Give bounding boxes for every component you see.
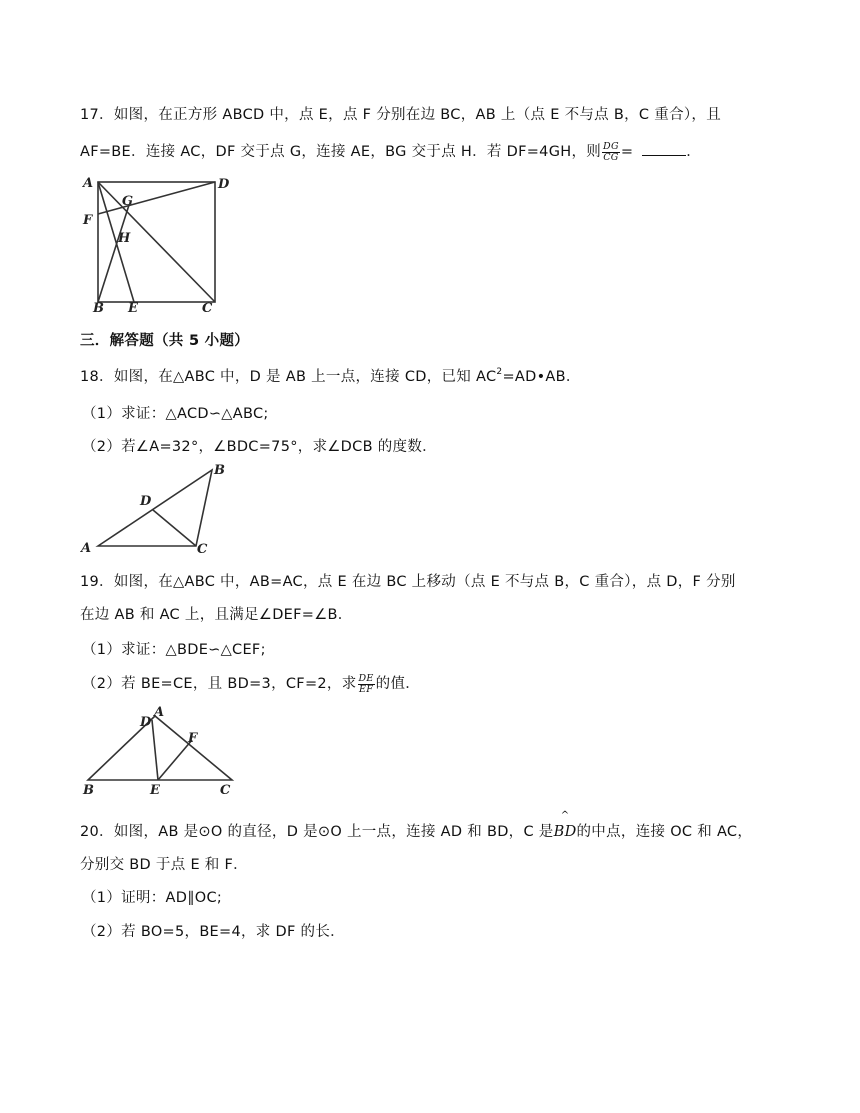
q18-line1-text: 18．如图，在△ABC 中，D 是 AB 上一点，连接 CD，已知 AC xyxy=(80,369,497,385)
label-b: B xyxy=(214,463,225,478)
label-g: G xyxy=(122,194,134,209)
q19-triangle-figure xyxy=(78,702,248,800)
label-c: C xyxy=(220,783,231,798)
q17-line2-text: AF=BE．连接 AC，DF 交于点 G，连接 AE，BG 交于点 H．若 DF=4GH，则 xyxy=(80,144,602,160)
q18-part2: （2）若∠A=32°，∠BDC=75°，求∠DCB 的度数． xyxy=(82,439,437,455)
label-a: A xyxy=(154,705,165,720)
q17-fraction-numerator: DG xyxy=(603,140,619,152)
label-a: A xyxy=(83,176,94,191)
q17-line2 xyxy=(80,140,701,163)
label-f: F xyxy=(83,213,93,228)
q17-period: ． xyxy=(686,144,702,160)
q20-line1 xyxy=(80,810,753,841)
label-f: F xyxy=(188,731,198,746)
q19-part2-end: 的值． xyxy=(375,676,421,692)
q18-part1: （1）求证：△ACD∽△ABC; xyxy=(82,406,269,422)
q18-line1 xyxy=(80,365,581,386)
segment-bg xyxy=(98,205,129,302)
label-b: B xyxy=(83,783,94,798)
q19-fraction xyxy=(358,674,375,695)
q20-line1-text: 20．如图，AB 是⊙O 的直径，D 是⊙O 上一点，连接 AD 和 BD，C 是 xyxy=(80,824,554,840)
q17-square-figure xyxy=(78,172,238,314)
q19-line1: 19．如图，在△ABC 中，AB=AC，点 E 在边 BC 上移动（点 E 不与点 B，C 重合），点 D，F 分别 xyxy=(80,574,736,590)
q19-fraction-numerator: DE xyxy=(358,672,374,684)
q18-line1-end: =AD•AB． xyxy=(502,369,581,385)
q17-fraction-denominator: CG xyxy=(603,151,619,163)
q17-line1: 17．如图，在正方形 ABCD 中，点 E，点 F 分别在边 BC，AB 上（点 E 不与点 B，C 重合），且 xyxy=(80,107,722,123)
section-heading: 三．解答题（共 5 小题） xyxy=(80,333,250,349)
q17-answer-blank xyxy=(642,143,686,156)
triangle-abc xyxy=(88,716,232,780)
label-h: H xyxy=(118,231,131,246)
arc-bd-text: BD xyxy=(553,824,577,840)
label-c: C xyxy=(197,542,208,557)
segment-df xyxy=(98,182,215,214)
q19-part1: （1）求证：△BDE∽△CEF; xyxy=(82,642,266,658)
segment-de xyxy=(152,720,158,780)
q20-line1-end: 的中点，连接 OC 和 AC， xyxy=(576,824,753,840)
label-a: A xyxy=(81,541,92,556)
q18-superscript: 2 xyxy=(496,367,503,377)
triangle-abc xyxy=(98,470,212,546)
segment-ef xyxy=(158,740,192,780)
q19-line2: 在边 AB 和 AC 上，且满足∠DEF=∠B． xyxy=(80,607,353,623)
q20-line2: 分别交 BD 于点 E 和 F． xyxy=(80,857,248,873)
label-d: D xyxy=(140,715,152,730)
segment-cd xyxy=(153,510,196,546)
q20-part1: （1）证明：AD∥OC; xyxy=(82,890,223,906)
label-e: E xyxy=(150,783,160,798)
q17-fraction xyxy=(602,142,620,163)
q20-part2: （2）若 BO=5，BE=4，求 DF 的长． xyxy=(82,924,345,940)
label-b: B xyxy=(93,301,104,316)
arc-bd xyxy=(553,810,577,840)
q19-part2 xyxy=(82,672,420,695)
label-d: D xyxy=(140,494,152,509)
q18-triangle-figure xyxy=(78,462,238,557)
label-e: E xyxy=(128,301,138,316)
label-c: C xyxy=(202,301,213,316)
arc-hat-symbol: ^ xyxy=(560,810,570,821)
q19-part2-text: （2）若 BE=CE，且 BD=3，CF=2，求 xyxy=(82,676,357,692)
q19-fraction-denominator: EF xyxy=(359,683,374,695)
q17-equals: = xyxy=(620,144,639,160)
label-d: D xyxy=(218,177,230,192)
